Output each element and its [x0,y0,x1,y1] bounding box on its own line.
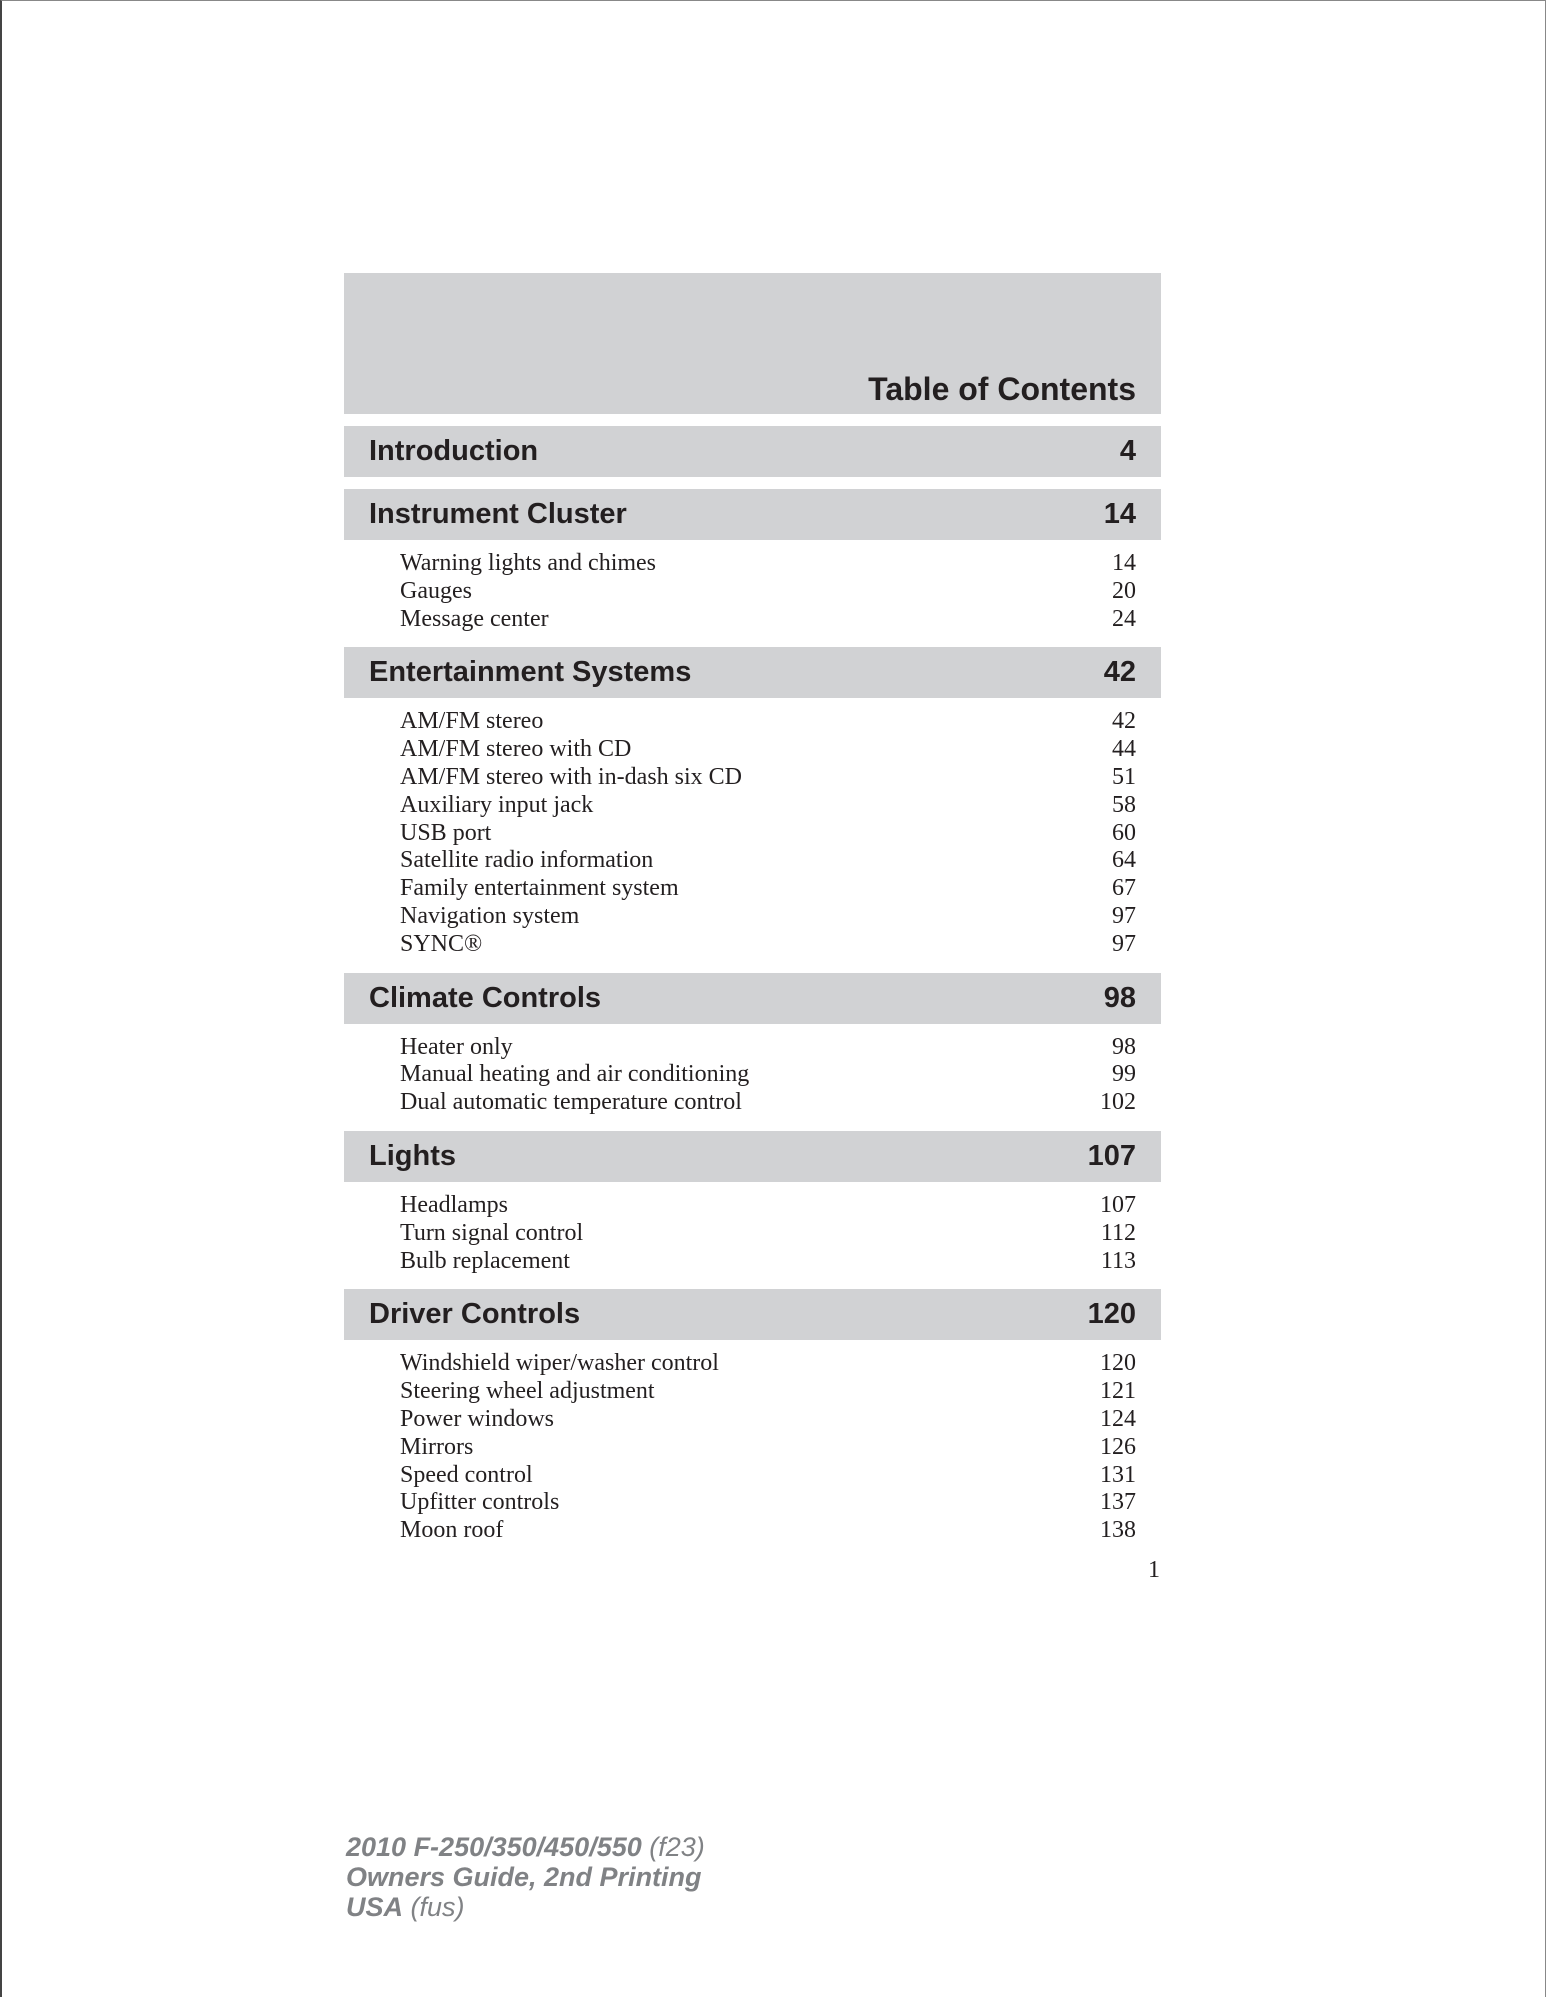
toc-section [344,426,1161,477]
section-page: 107 [1087,1139,1136,1172]
entry-page: 64 [1112,847,1136,874]
footer-region: USA [346,1892,404,1922]
table-of-contents [344,273,1161,1547]
entry-page: 126 [1100,1433,1136,1460]
toc-entry[interactable] [344,1406,1161,1434]
entry-label: Heater only [400,1033,513,1060]
footer [346,1832,705,1922]
toc-section [344,1131,1161,1277]
toc-entry[interactable] [344,1089,1161,1117]
section-title: Lights [369,1139,456,1172]
entry-page: 102 [1100,1089,1136,1116]
toc-entry[interactable] [344,792,1161,820]
toc-entry[interactable] [344,1034,1161,1062]
toc-entry[interactable] [344,1462,1161,1490]
toc-entry[interactable] [344,903,1161,931]
entry-label: AM/FM stereo [400,708,544,735]
entry-page: 51 [1112,763,1136,790]
entry-page: 60 [1112,819,1136,846]
entry-page: 58 [1112,791,1136,818]
title-band [344,273,1161,414]
section-page: 98 [1103,981,1136,1014]
entry-label: Manual heating and air conditioning [400,1061,750,1088]
sections-container [344,426,1161,1547]
section-items [344,1024,1161,1119]
entry-page: 107 [1100,1191,1136,1218]
footer-region-code: (fus) [410,1892,465,1922]
toc-entry[interactable] [344,1378,1161,1406]
toc-entry[interactable] [344,847,1161,875]
entry-page: 131 [1100,1461,1136,1488]
entry-page: 97 [1112,930,1136,957]
section-title: Introduction [369,435,539,467]
toc-entry[interactable] [344,1434,1161,1462]
section-heading[interactable] [344,1289,1161,1340]
entry-label: Auxiliary input jack [400,791,594,818]
entry-label: Dual automatic temperature control [400,1089,742,1116]
toc-entry[interactable] [344,1192,1161,1220]
footer-model: 2010 F-250/350/450/550 [346,1832,642,1862]
entry-label: Steering wheel adjustment [400,1378,655,1405]
section-heading[interactable] [344,647,1161,698]
section-items [344,540,1161,635]
entry-page: 112 [1100,1219,1136,1246]
entry-page: 120 [1100,1350,1136,1377]
entry-page: 44 [1112,736,1136,763]
entry-label: Satellite radio information [400,847,654,874]
section-page: 120 [1087,1298,1136,1331]
entry-label: SYNC® [400,930,483,957]
entry-label: Moon roof [400,1517,504,1544]
entry-page: 97 [1112,902,1136,929]
entry-label: Windshield wiper/washer control [400,1350,719,1377]
section-title: Entertainment Systems [369,656,692,689]
toc-entry[interactable] [344,1489,1161,1517]
entry-label: Power windows [400,1405,554,1432]
entry-page: 137 [1100,1489,1136,1516]
footer-line-1 [346,1832,705,1862]
section-title: Instrument Cluster [369,498,627,530]
section-heading[interactable] [344,426,1161,477]
entry-label: Message center [400,605,549,632]
toc-section [344,647,1161,960]
entry-label: Bulb replacement [400,1247,570,1274]
entry-label: AM/FM stereo with in-dash six CD [400,763,742,790]
section-heading[interactable] [344,489,1161,540]
toc-section [344,489,1161,635]
section-heading[interactable] [344,1131,1161,1182]
section-page: 42 [1103,656,1136,689]
entry-page: 98 [1112,1033,1136,1060]
entry-label: Gauges [400,577,472,604]
section-items [344,1340,1161,1547]
entry-page: 20 [1112,577,1136,604]
section-title: Climate Controls [369,981,602,1014]
toc-title: Table of Contents [868,371,1136,407]
entry-page: 14 [1112,550,1136,576]
toc-entry[interactable] [344,708,1161,736]
toc-entry[interactable] [344,931,1161,959]
footer-model-code: (f23) [649,1832,705,1862]
footer-line-2 [346,1862,705,1892]
toc-entry[interactable] [344,1220,1161,1248]
entry-page: 124 [1100,1405,1136,1432]
toc-entry[interactable] [344,736,1161,764]
section-items [344,698,1161,960]
section-page: 4 [1119,435,1136,467]
entry-page: 113 [1100,1247,1136,1274]
page-number: 1 [1148,1557,1160,1583]
entry-page: 24 [1112,605,1136,632]
toc-entry[interactable] [344,1248,1161,1276]
entry-label: Navigation system [400,902,580,929]
toc-entry[interactable] [344,578,1161,606]
toc-section [344,973,1161,1119]
entry-label: AM/FM stereo with CD [400,736,632,763]
toc-entry[interactable] [344,550,1161,578]
entry-label: Upfitter controls [400,1489,560,1516]
entry-label: Turn signal control [400,1219,584,1246]
toc-section [344,1289,1161,1547]
section-heading[interactable] [344,973,1161,1024]
footer-guide: Owners Guide, 2nd Printing [346,1862,702,1892]
entry-page: 99 [1112,1061,1136,1088]
entry-label: Speed control [400,1461,533,1488]
entry-label: Headlamps [400,1191,508,1218]
entry-label: Family entertainment system [400,875,679,902]
toc-entry[interactable] [344,875,1161,903]
toc-entry[interactable] [344,764,1161,792]
entry-page: 67 [1112,875,1136,902]
toc-entry[interactable] [344,606,1161,634]
section-title: Driver Controls [369,1298,581,1331]
entry-label: Warning lights and chimes [400,550,657,576]
toc-entry[interactable] [344,820,1161,848]
footer-line-3 [346,1892,705,1922]
entry-page: 42 [1112,708,1136,735]
toc-entry[interactable] [344,1517,1161,1545]
entry-page: 138 [1100,1517,1136,1544]
toc-entry[interactable] [344,1061,1161,1089]
toc-entry[interactable] [344,1350,1161,1378]
entry-label: Mirrors [400,1433,474,1460]
section-items [344,1182,1161,1277]
entry-label: USB port [400,819,492,846]
section-page: 14 [1103,498,1136,530]
entry-page: 121 [1100,1378,1136,1405]
